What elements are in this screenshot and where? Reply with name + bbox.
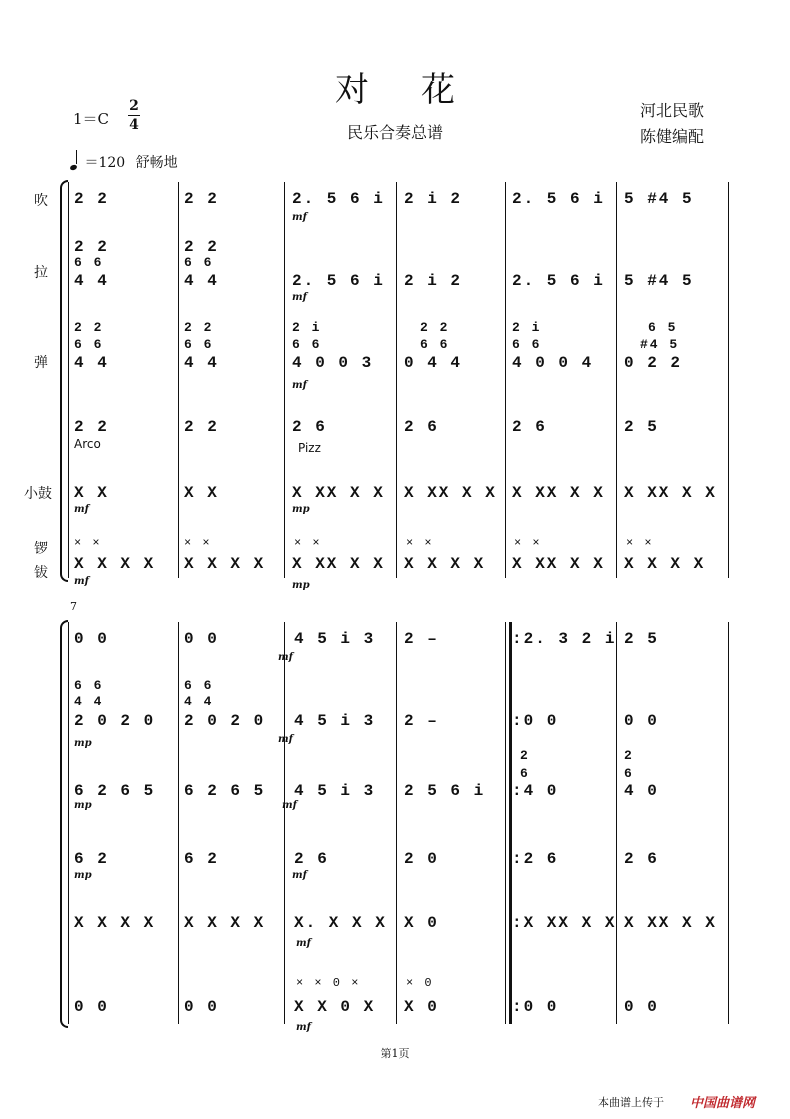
quarter-note-icon xyxy=(69,164,77,171)
barline xyxy=(178,622,179,1024)
dynamic-mp: mp xyxy=(74,800,92,811)
s2-la-m2: 2 0 2 0 xyxy=(184,712,266,730)
s1-la-m5: 2. 5 6 i xyxy=(512,272,605,290)
s2-bo-m6: 0 0 xyxy=(624,998,659,1016)
s2-bo-m5: :0 0 xyxy=(512,998,559,1016)
s2-bo-m2: 0 0 xyxy=(184,998,219,1016)
upload-notice: 本曲谱上传于 xyxy=(598,1096,664,1109)
dynamic-mp: mp xyxy=(74,738,92,749)
barline xyxy=(396,182,397,578)
s2-chui-m1: 0 0 xyxy=(74,630,109,648)
s1-bass-m2: 2 2 xyxy=(184,418,219,436)
s2-tan-m2: 6 2 6 5 xyxy=(184,782,266,800)
s1-tan-m5: 4 0 0 4 xyxy=(512,354,594,372)
s1-bass-m6: 2 5 xyxy=(624,418,659,436)
system1-start-barline xyxy=(68,182,69,578)
instrument-bo: 钹 xyxy=(34,565,48,581)
key-signature: 1＝C xyxy=(73,110,110,128)
s1-la-m1: 4 4 xyxy=(74,272,109,290)
s1-chui-m1: 2 2 xyxy=(74,190,109,208)
dynamic-mf: mf xyxy=(296,938,311,949)
s1-tan-mid-m1: 6 6 xyxy=(74,337,104,352)
barline xyxy=(728,622,729,1024)
dynamic-mf: mf xyxy=(292,292,307,303)
s2-tan-top-m5: 2 xyxy=(520,748,530,763)
barline xyxy=(728,182,729,578)
s2-chui-m2: 0 0 xyxy=(184,630,219,648)
s2-bass-m3: 2 6 xyxy=(294,850,329,868)
dynamic-mf: mf xyxy=(292,870,307,881)
s2-drum-m5: :X XX X X xyxy=(512,914,617,932)
s1-bo-m5: X XX X X xyxy=(512,555,605,573)
dynamic-mf: mf xyxy=(282,800,297,811)
s1-bo-m1: X X X X xyxy=(74,555,156,573)
pizz-marking: Pizz xyxy=(298,441,321,455)
s1-bass-m5: 2 6 xyxy=(512,418,547,436)
dynamic-mf: mf xyxy=(292,380,307,391)
dynamic-mf: mf xyxy=(278,734,293,745)
dynamic-mp: mp xyxy=(292,504,310,515)
s1-drum-m5: X XX X X xyxy=(512,484,605,502)
s2-bass-m5: :2 6 xyxy=(512,850,559,868)
s1-luo-m2: × × xyxy=(184,536,212,550)
s2-chui-m3: 4 5 i 3 xyxy=(294,630,376,648)
s1-la-mid-m2: 6 6 xyxy=(184,255,214,270)
instrument-tan: 弹 xyxy=(34,355,48,371)
s2-la-top-m1: 6 6 xyxy=(74,678,104,693)
s1-chui-m2: 2 2 xyxy=(184,190,219,208)
tempo-text: 舒畅地 xyxy=(135,155,178,171)
s1-tan-mid-m4: 6 6 xyxy=(420,337,450,352)
barline xyxy=(616,182,617,578)
s2-chui-m4: 2 – xyxy=(404,630,439,648)
s2-drum-m2: X X X X xyxy=(184,914,266,932)
s1-luo-m6: × × xyxy=(626,536,654,550)
system2-start-barline xyxy=(68,622,69,1024)
s1-tan-m6: 0 2 2 xyxy=(624,354,683,372)
arranger-credit: 陈健编配 xyxy=(640,127,705,146)
s2-la-m6: 0 0 xyxy=(624,712,659,730)
instrument-luo: 锣 xyxy=(34,541,48,557)
barline xyxy=(178,182,179,578)
page-number: 第1页 xyxy=(380,1047,410,1060)
s2-drum-m6: X XX X X xyxy=(624,914,717,932)
measure-number: 7 xyxy=(70,600,77,613)
s2-chui-m5: :2. 3 2 i xyxy=(512,630,617,648)
s1-bass-m1: 2 2 xyxy=(74,418,109,436)
s2-bass-m2: 6 2 xyxy=(184,850,219,868)
s2-la-m3: 4 5 i 3 xyxy=(294,712,376,730)
s1-tan-top-m6: 6 5 xyxy=(648,320,678,335)
tempo-value: ＝120 xyxy=(84,155,126,171)
site-logo[interactable]: 中国曲谱网 xyxy=(690,1096,756,1111)
s1-tan-mid-m3: 6 6 xyxy=(292,337,322,352)
s1-drum-m1: X X xyxy=(74,484,109,502)
dynamic-mp: mp xyxy=(292,580,310,591)
score-title: 对花 xyxy=(335,70,507,110)
s2-tan-mid-m6: 6 xyxy=(624,766,634,781)
system2-brace xyxy=(60,620,68,1028)
s1-drum-m4: X XX X X xyxy=(404,484,497,502)
s2-bass-m1: 6 2 xyxy=(74,850,109,868)
dynamic-mf: mf xyxy=(296,1022,311,1033)
s1-tan-mid-m6: #4 5 xyxy=(640,337,680,352)
s1-tan-m2: 4 4 xyxy=(184,354,219,372)
s2-bass-m6: 2 6 xyxy=(624,850,659,868)
origin-credit: 河北民歌 xyxy=(640,101,705,120)
s2-drum-m1: X X X X xyxy=(74,914,156,932)
s1-bass-m3: 2 6 xyxy=(292,418,327,436)
s1-la-m3: 2. 5 6 i xyxy=(292,272,385,290)
barline xyxy=(284,182,285,578)
meter-top: 2 xyxy=(129,98,139,114)
barline xyxy=(616,622,617,1024)
s2-tan-m6: 4 0 xyxy=(624,782,659,800)
repeat-barline xyxy=(509,622,512,1024)
s1-la-mid-m1: 6 6 xyxy=(74,255,104,270)
s1-luo-m5: × × xyxy=(514,536,542,550)
s1-tan-top-m5: 2 i xyxy=(512,320,542,335)
tempo-marking xyxy=(70,152,178,172)
dynamic-mf: mf xyxy=(74,504,89,515)
s1-luo-m1: × × xyxy=(74,536,102,550)
s1-la-m4: 2 i 2 xyxy=(404,272,463,290)
dynamic-mp: mp xyxy=(74,870,92,881)
s1-tan-top-m3: 2 i xyxy=(292,320,322,335)
s2-luo-m4: × 0 xyxy=(406,976,434,990)
s1-la-m6: 5 #4 5 xyxy=(624,272,694,290)
s1-bo-m4: X X X X xyxy=(404,555,486,573)
s2-bass-m4: 2 0 xyxy=(404,850,439,868)
s1-luo-m3: × × xyxy=(294,536,322,550)
arco-marking: Arco xyxy=(74,437,101,451)
s2-chui-m6: 2 5 xyxy=(624,630,659,648)
barline xyxy=(284,622,285,1024)
dynamic-mf: mf xyxy=(74,576,89,587)
score-subtitle: 民乐合奏总谱 xyxy=(346,123,443,142)
meter-bottom: 4 xyxy=(129,117,139,133)
s1-chui-m3: 2. 5 6 i xyxy=(292,190,385,208)
s1-tan-mid-m5: 6 6 xyxy=(512,337,542,352)
s2-tan-m5: :4 0 xyxy=(512,782,559,800)
s2-la-top-m2: 6 6 xyxy=(184,678,214,693)
s1-tan-mid-m2: 6 6 xyxy=(184,337,214,352)
s1-tan-m3: 4 0 0 3 xyxy=(292,354,374,372)
s2-la-m4: 2 – xyxy=(404,712,439,730)
s1-bo-m2: X X X X xyxy=(184,555,266,573)
s2-la-mid-m1: 4 4 xyxy=(74,694,104,709)
s1-la-top-m1: 2 2 xyxy=(74,238,109,256)
s2-tan-m4: 2 5 6 i xyxy=(404,782,486,800)
s1-bo-m6: X X X X xyxy=(624,555,706,573)
barline xyxy=(505,622,506,1024)
instrument-xiaogu: 小鼓 xyxy=(24,486,52,502)
barline xyxy=(396,622,397,1024)
s2-tan-m1: 6 2 6 5 xyxy=(74,782,156,800)
s2-tan-mid-m5: 6 xyxy=(520,766,530,781)
s2-luo-m3: × × 0 × xyxy=(296,976,361,990)
s1-drum-m2: X X xyxy=(184,484,219,502)
s1-bass-m4: 2 6 xyxy=(404,418,439,436)
time-signature xyxy=(128,98,140,133)
s2-drum-m4: X 0 xyxy=(404,914,439,932)
s2-bo-m3: X X 0 X xyxy=(294,998,376,1016)
s1-la-top-m2: 2 2 xyxy=(184,238,219,256)
s1-tan-top-m1: 2 2 xyxy=(74,320,104,335)
s2-la-m1: 2 0 2 0 xyxy=(74,712,156,730)
s1-drum-m6: X XX X X xyxy=(624,484,717,502)
s1-chui-m6: 5 #4 5 xyxy=(624,190,694,208)
system1-brace xyxy=(60,180,68,582)
s2-tan-m3: 4 5 i 3 xyxy=(294,782,376,800)
instrument-chui: 吹 xyxy=(34,193,48,209)
s1-bo-m3: X XX X X xyxy=(292,555,385,573)
s1-tan-m1: 4 4 xyxy=(74,354,109,372)
s2-la-m5: :0 0 xyxy=(512,712,559,730)
barline xyxy=(505,182,506,578)
s1-tan-top-m4: 2 2 xyxy=(420,320,450,335)
instrument-la: 拉 xyxy=(34,265,48,281)
s2-la-mid-m2: 4 4 xyxy=(184,694,214,709)
s1-luo-m4: × × xyxy=(406,536,434,550)
s2-drum-m3: X. X X X xyxy=(294,914,387,932)
s2-bo-m4: X 0 xyxy=(404,998,439,1016)
dynamic-mf: mf xyxy=(278,652,293,663)
s1-chui-m4: 2 i 2 xyxy=(404,190,463,208)
dynamic-mf: mf xyxy=(292,212,307,223)
s1-tan-top-m2: 2 2 xyxy=(184,320,214,335)
s2-bo-m1: 0 0 xyxy=(74,998,109,1016)
s1-chui-m5: 2. 5 6 i xyxy=(512,190,605,208)
s1-drum-m3: X XX X X xyxy=(292,484,385,502)
s1-la-m2: 4 4 xyxy=(184,272,219,290)
s2-tan-top-m6: 2 xyxy=(624,748,634,763)
s1-tan-m4: 0 4 4 xyxy=(404,354,463,372)
